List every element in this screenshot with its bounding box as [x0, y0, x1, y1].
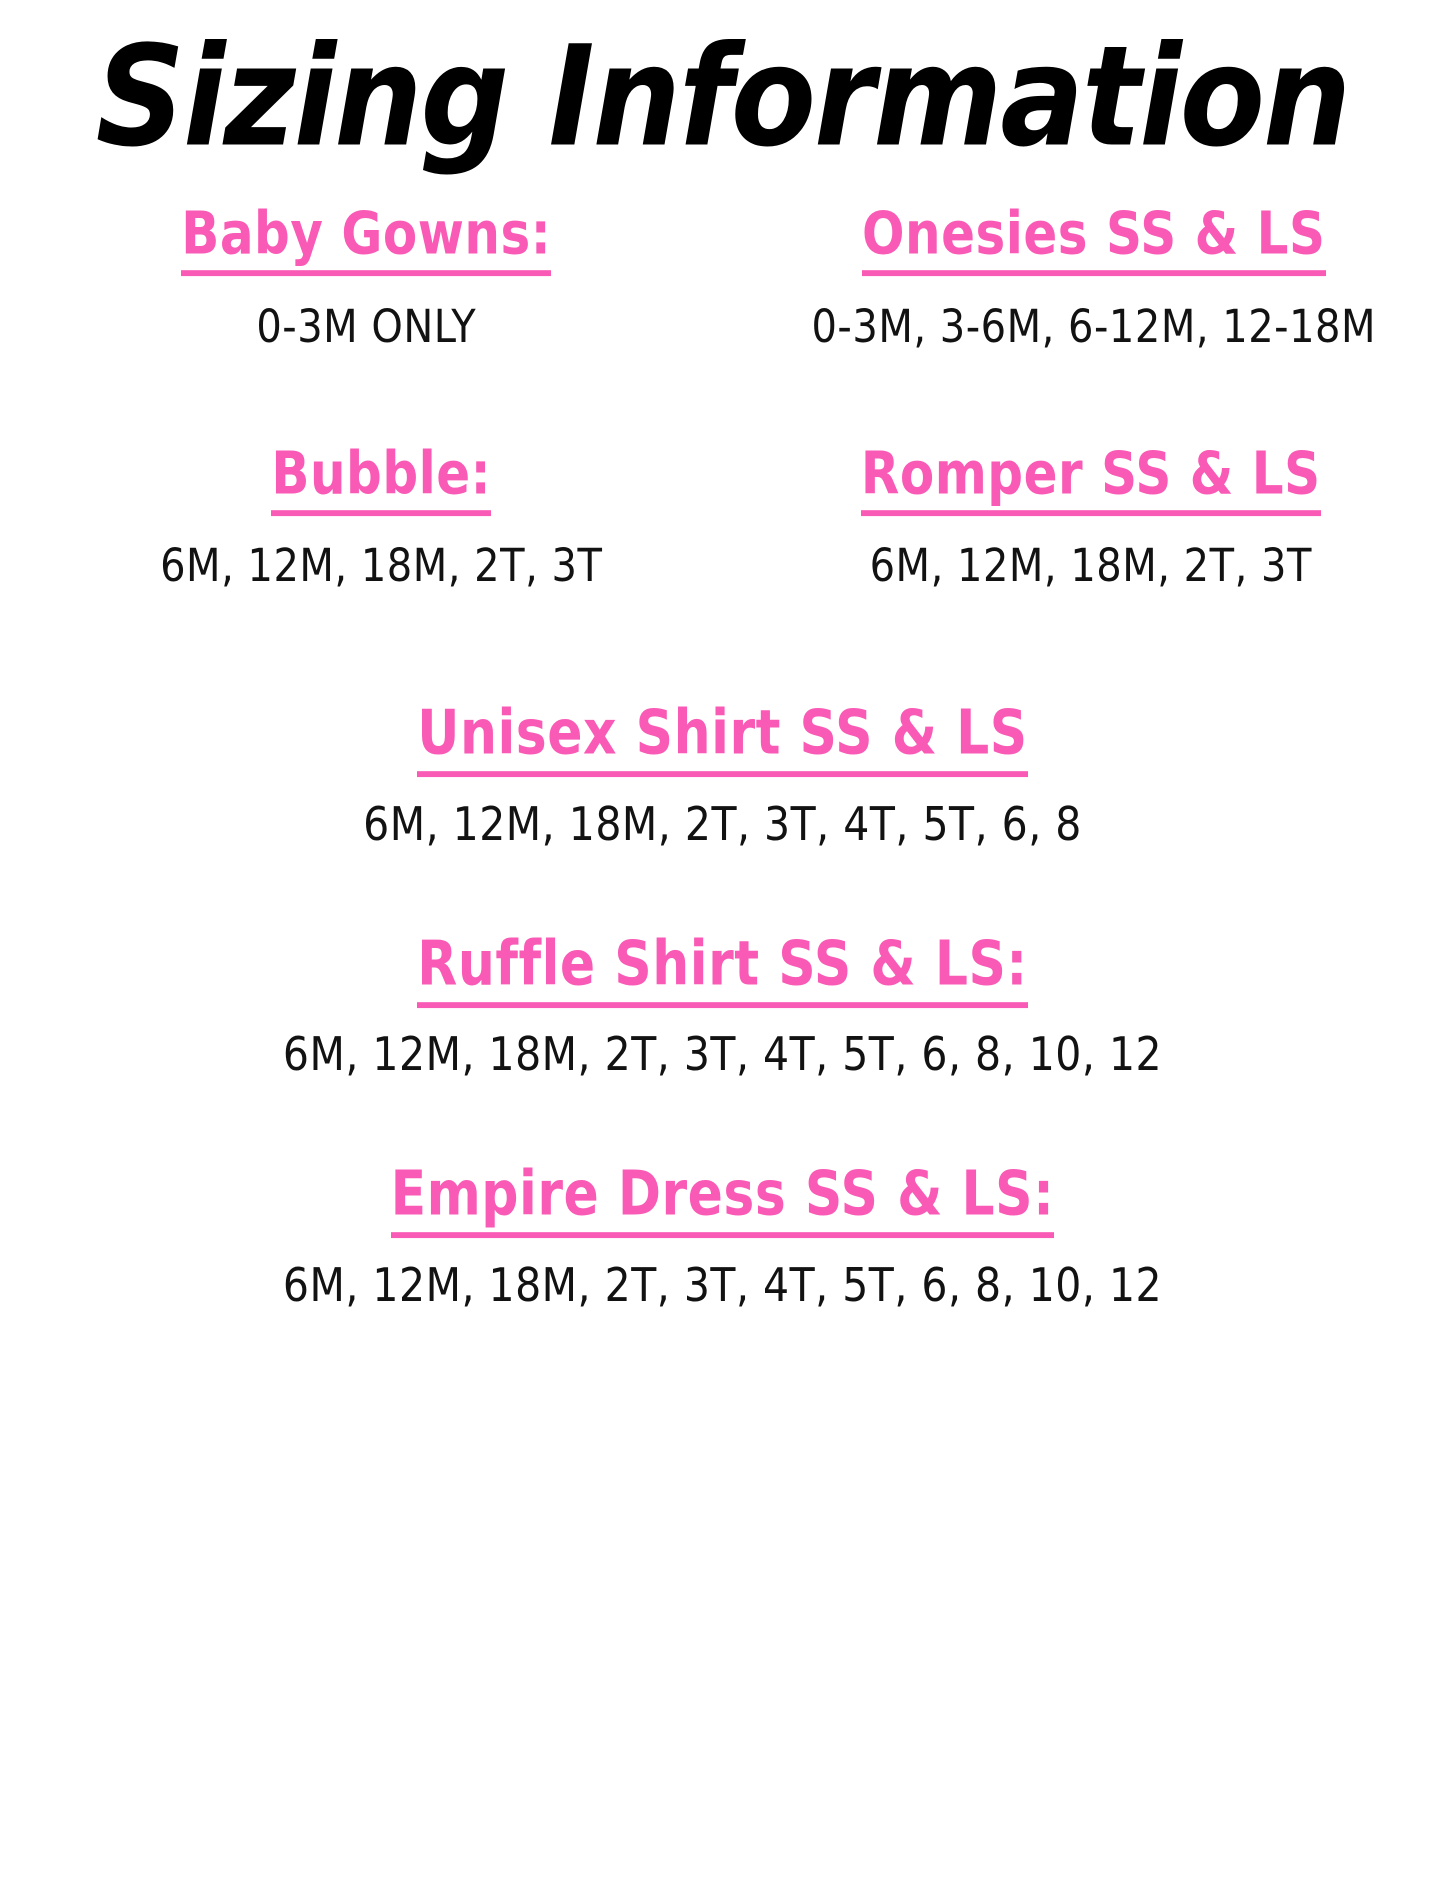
section-empire-dress: [0, 1174, 1445, 1305]
section-heading-ruffle-shirt: Ruffle Shirt SS & LS:: [417, 932, 1027, 1007]
size-row-1: [0, 214, 1445, 346]
size-row-2: [0, 454, 1445, 586]
section-ruffle-shirt: [0, 944, 1445, 1075]
section-sizes-unisex-shirt: 6M, 12M, 18M, 2T, 3T, 4T, 5T, 6, 8: [0, 799, 1445, 850]
section-sizes-romper: 6M, 12M, 18M, 2T, 3T: [737, 541, 1445, 591]
page-title: Sizing Information: [0, 28, 1445, 167]
spacer: [737, 515, 1445, 541]
spacer: [0, 777, 1445, 799]
section-baby-gowns: [0, 214, 723, 346]
section-sizes-ruffle-shirt: 6M, 12M, 18M, 2T, 3T, 4T, 5T, 6, 8, 10, 12: [0, 1029, 1445, 1080]
section-sizes-empire-dress: 6M, 12M, 18M, 2T, 3T, 4T, 5T, 6, 8, 10, 12: [0, 1260, 1445, 1311]
section-unisex-shirt: [0, 713, 1445, 844]
section-bubble: [0, 454, 723, 586]
section-romper: [723, 454, 1445, 586]
spacer: [0, 1238, 1445, 1260]
sizing-information-page: [0, 28, 1445, 1899]
section-heading-baby-gowns: Baby Gowns:: [181, 203, 551, 276]
section-heading-onesies: Onesies SS & LS: [862, 203, 1326, 276]
section-sizes-bubble: 6M, 12M, 18M, 2T, 3T: [40, 541, 723, 591]
section-heading-romper: Romper SS & LS: [861, 442, 1321, 515]
section-onesies: [723, 214, 1445, 346]
section-heading-empire-dress: Empire Dress SS & LS:: [391, 1163, 1055, 1238]
section-heading-bubble: Bubble:: [271, 442, 491, 515]
spacer: [40, 515, 723, 541]
spacer: [10, 276, 723, 302]
section-heading-unisex-shirt: Unisex Shirt SS & LS: [417, 702, 1028, 777]
section-sizes-onesies: 0-3M, 3-6M, 6-12M, 12-18M: [743, 302, 1445, 352]
spacer: [743, 276, 1445, 302]
section-sizes-baby-gowns: 0-3M ONLY: [10, 302, 723, 352]
